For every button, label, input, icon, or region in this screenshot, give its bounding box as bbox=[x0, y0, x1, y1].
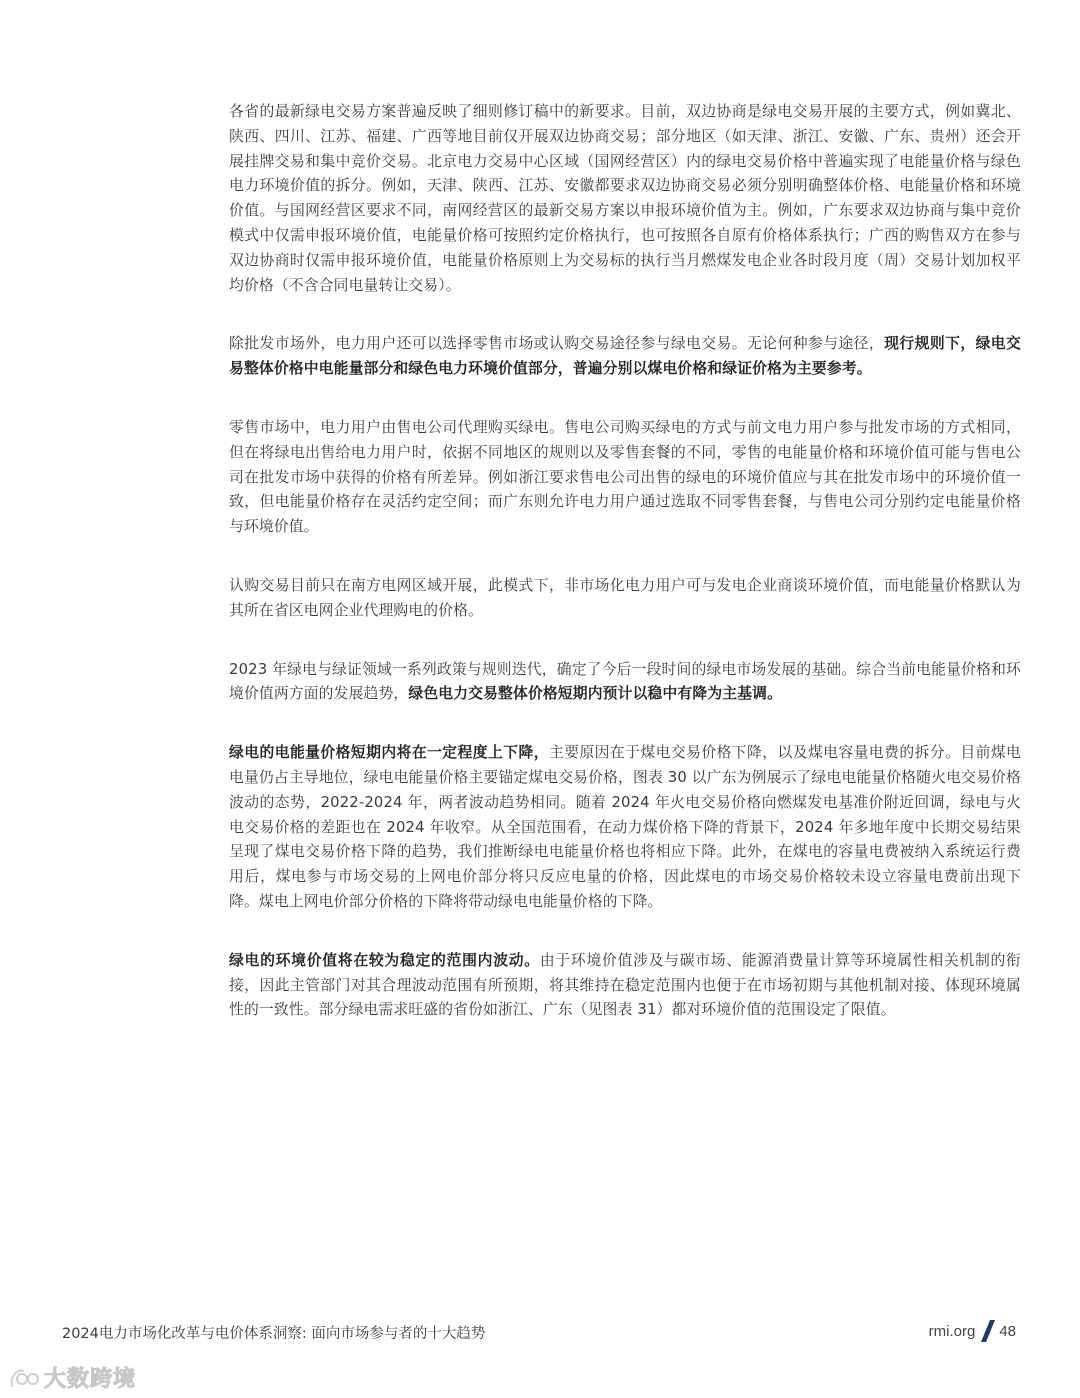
paragraph bbox=[229, 949, 1021, 1023]
text-segment: 主要原因在于煤电交易价格下降，以及煤电容量电费的拆分。目前煤电电量仍占主导地位，绿电电能量价格主要锚定煤电交易价格，图表 30 以广东为例展示了绿电电能量价格随火电交易价格波动的态势，2022-2024 年，两者波动趋势相同。随着 2024 年火电交易价格向燃煤发电基准价附近回调，绿电与火电交易价格的差距也在 2024 年收窄。从全国范围看，在动力煤价格下降的背景下，2024 年多地年度中长期交易结果呈现了煤电交易价格下降的趋势，我们推断绿电电能量价格也将相应下降。此外，在煤电的容量电费被纳入系统运行费用后，煤电参与市场交易的上网电价部分将只反应电量的价格，因此煤电的市场交易价格较未设立容量电费前出现下降。煤电上网电价部分价格的下降将带动绿电电能量价格的下降。 bbox=[229, 744, 1022, 910]
emphasis-text: 绿电的环境价值将在较为稳定的范围内波动。 bbox=[229, 951, 540, 969]
slash-separator-icon bbox=[981, 1320, 995, 1342]
paragraph bbox=[229, 416, 1021, 540]
text-segment: 2023 年绿电与绿证领域一系列政策与规则迭代，确定了今后一段时间的绿电市场发展的基础。综合当前电能量价格和环境价值两方面的发展趋势， bbox=[229, 660, 1021, 703]
emphasis-text: 现行规则下，绿电交易整体价格中电能量部分和绿色电力环境价值部分，普遍分别以煤电价格和绿证价格为主要参考。 bbox=[229, 335, 1021, 378]
main-content bbox=[229, 100, 1021, 1057]
footer-right bbox=[929, 1318, 1016, 1344]
text-segment: 认购交易目前只在南方电网区域开展，此模式下，非市场化电力用户可与发电企业商谈环境价值，而电能量价格默认为其所在省区电网企业代理购电的价格。 bbox=[229, 576, 1021, 619]
paragraph bbox=[229, 574, 1021, 624]
page-footer bbox=[62, 1318, 1016, 1344]
emphasis-text: 绿色电力交易整体价格短期内预计以稳中有降为主基调。 bbox=[408, 685, 783, 703]
text-segment: 除批发市场外，电力用户还可以选择零售市场或认购交易途径参与绿电交易。无论何种参与途径， bbox=[229, 335, 885, 353]
paragraph bbox=[229, 100, 1021, 298]
watermark bbox=[8, 1362, 136, 1393]
page-number: 48 bbox=[999, 1322, 1016, 1340]
site-link[interactable]: rmi.org bbox=[928, 1322, 976, 1340]
emphasis-text: 绿电的电能量价格短期内将在一定程度上下降， bbox=[229, 744, 549, 762]
paragraph bbox=[229, 332, 1021, 382]
text-segment: 零售市场中，电力用户由售电公司代理购买绿电。售电公司购买绿电的方式与前文电力用户参与批发市场的方式相同，但在将绿电出售给电力用户时，依据不同地区的规则以及零售套餐的不同，零售的电能量价格和环境价值可能与售电公司在批发市场中获得的价格有所差异。例如浙江要求售电公司出售的绿电的环境价值应与其在批发市场中的环境价值一致，但电能量价格存在灵活约定空间；而广东则允许电力用户通过选取不同零售套餐，与售电公司分别约定电能量价格与环境价值。 bbox=[229, 418, 1021, 536]
watermark-text: 大数跨境 bbox=[44, 1367, 137, 1392]
report-title: 2024电力市场化改革与电价体系洞察: 面向市场参与者的十大趋势 bbox=[62, 1326, 486, 1342]
paragraph bbox=[229, 658, 1021, 708]
kuajing-logo-icon bbox=[8, 1365, 42, 1391]
text-segment: 由于环境价值涉及与碳市场、能源消费量计算等环境属性相关机制的衔接，因此主管部门对其合理波动范围有所预期，将其维持在稳定范围内也便于在市场初期与其他机制对接、体现环境属性的一致性。部分绿电需求旺盛的省份如浙江、广东（见图表 31）都对环境价值的范围设定了限值。 bbox=[229, 951, 1021, 1019]
paragraph bbox=[229, 741, 1021, 915]
text-segment: 各省的最新绿电交易方案普遍反映了细则修订稿中的新要求。目前，双边协商是绿电交易开展的主要方式，例如冀北、陕西、四川、江苏、福建、广西等地目前仅开展双边协商交易；部分地区（如天津、浙江、安徽、广东、贵州）还会开展挂牌交易和集中竞价交易。北京电力交易中心区域（国网经营区）内的绿电交易价格中普遍实现了电能量价格与绿色电力环境价值的拆分。例如，天津、陕西、江苏、安徽都要求双边协商交易必须分别明确整体价格、电能量价格和环境价值。与国网经营区要求不同，南网经营区的最新交易方案以申报环境价值为主。例如，广东要求双边协商与集中竞价模式中仅需申报环境价值，电能量价格可按照约定价格执行，也可按照各自原有价格体系执行；广西的购售双方在参与双边协商时仅需申报环境价值，电能量价格原则上为交易标的执行当月燃煤发电企业各时段月度（周）交易计划加权平均价格（不含合同电量转让交易）。 bbox=[229, 103, 1021, 294]
